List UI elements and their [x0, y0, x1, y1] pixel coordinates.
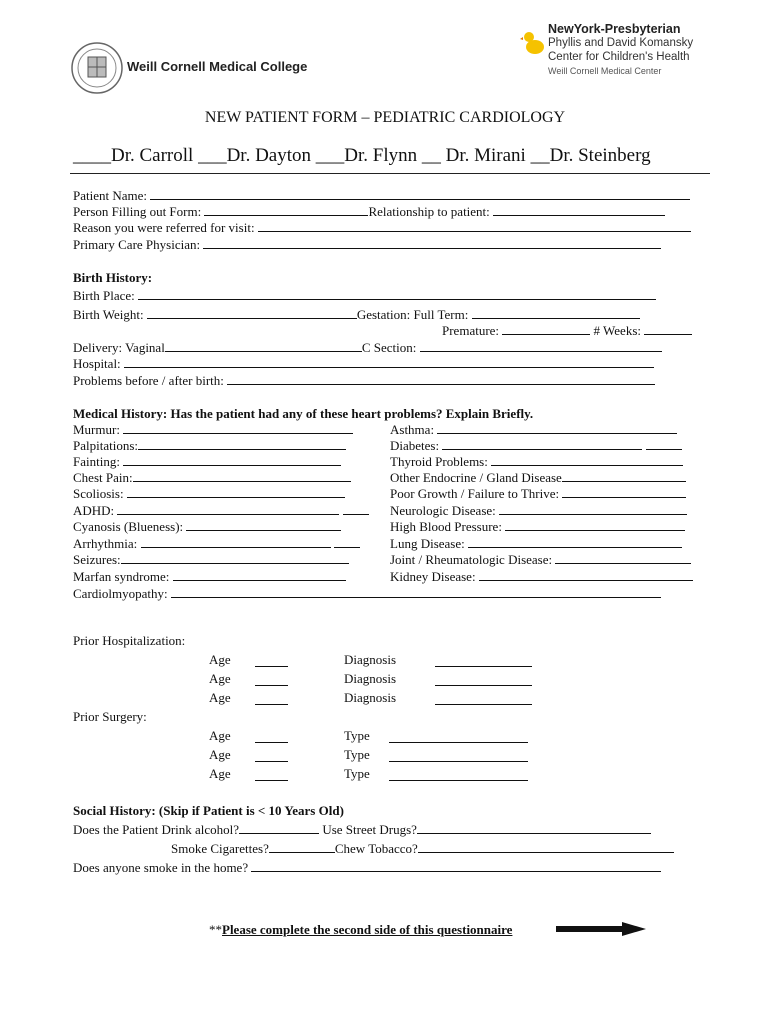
c-section-label: C Section:	[361, 340, 417, 355]
partner-line2: Phyllis and David Komansky	[548, 37, 694, 49]
pcp-label: Primary Care Physician:	[73, 237, 201, 252]
pcp-row	[73, 237, 661, 253]
surgery-type-field[interactable]	[389, 731, 528, 743]
doctor-blank[interactable]: ___	[315, 145, 345, 166]
kidney-row	[390, 569, 693, 585]
surgery-type-field[interactable]	[389, 750, 528, 762]
cigarettes-field[interactable]	[269, 841, 335, 853]
seizures-label: Seizures:	[73, 552, 121, 567]
hosp-diagnosis-label: Diagnosis	[344, 690, 396, 705]
neurologic-row	[390, 503, 687, 519]
hospital-label: Hospital:	[73, 356, 121, 371]
patient-name-label: Patient Name:	[73, 188, 148, 203]
fainting-row	[73, 454, 341, 470]
lung-field[interactable]	[468, 536, 682, 548]
cardiomyopathy-label: Cardiolmyopathy:	[73, 586, 168, 601]
street-drugs-field[interactable]	[417, 822, 651, 834]
birth-history-heading: Birth History:	[73, 270, 153, 285]
delivery-label: Delivery: Vaginal	[73, 340, 165, 355]
adhd-row	[73, 503, 369, 519]
asthma-label: Asthma:	[390, 422, 435, 437]
cyanosis-field[interactable]	[186, 519, 341, 531]
hosp-diagnosis-field[interactable]	[435, 655, 532, 667]
person-filling-row	[73, 204, 665, 220]
surgery-type-label: Type	[344, 747, 370, 762]
pcp-field[interactable]	[203, 237, 661, 249]
palpitations-row	[73, 438, 346, 454]
chest-pain-row	[73, 470, 351, 486]
prior-hospitalization-heading: Prior Hospitalization:	[73, 633, 186, 648]
diabetes-field-extra[interactable]	[646, 438, 682, 450]
palpitations-label: Palpitations:	[73, 438, 138, 453]
doctor-mirani: Dr. Mirani	[445, 145, 531, 166]
arrhythmia-field-extra[interactable]	[334, 536, 360, 548]
doctor-blank[interactable]: ___	[198, 145, 227, 166]
endocrine-field[interactable]	[562, 470, 686, 482]
marfan-field[interactable]	[173, 569, 346, 581]
surgery-age-label: Age	[209, 747, 231, 762]
blood-pressure-field[interactable]	[505, 519, 685, 531]
partner-logo-text	[548, 22, 693, 78]
hosp-age-label: Age	[209, 671, 231, 686]
problems-field[interactable]	[227, 373, 655, 385]
c-section-field[interactable]	[420, 340, 662, 352]
endocrine-row	[390, 470, 686, 486]
partner-line3: Center for Children's Health	[548, 51, 690, 63]
doctor-blank[interactable]: ____	[73, 145, 111, 166]
birth-place-field[interactable]	[138, 288, 656, 300]
poor-growth-field[interactable]	[562, 486, 686, 498]
murmur-field[interactable]	[123, 422, 353, 434]
cigarettes-label: Smoke Cigarettes?	[171, 841, 269, 856]
cyanosis-row	[73, 519, 341, 535]
surgery-type-label: Type	[344, 728, 370, 743]
adhd-label: ADHD:	[73, 503, 115, 518]
hospital-field[interactable]	[124, 356, 654, 368]
medical-history-heading: Medical History: Has the patient had any of these heart problems? Explain Briefly.	[73, 406, 534, 421]
premature-field[interactable]	[502, 323, 590, 335]
murmur-row	[73, 422, 353, 438]
joint-field[interactable]	[555, 552, 691, 564]
hosp-age-field[interactable]	[255, 674, 288, 686]
doctor-flynn: Dr. Flynn	[344, 145, 422, 166]
cardiomyopathy-row	[73, 586, 661, 602]
scoliosis-label: Scoliosis:	[73, 486, 124, 501]
diabetes-row	[390, 438, 682, 454]
patient-name-row	[73, 188, 690, 204]
poor-growth-row	[390, 486, 686, 502]
alcohol-label: Does the Patient Drink alcohol?	[73, 822, 240, 837]
arrhythmia-row	[73, 536, 360, 552]
palpitations-field[interactable]	[138, 438, 346, 450]
partner-line4: Weill Cornell Medical Center	[548, 66, 662, 76]
surgery-age-field[interactable]	[255, 750, 288, 762]
smoke-home-label: Does anyone smoke in the home?	[73, 860, 249, 875]
blood-pressure-label: High Blood Pressure:	[390, 519, 502, 534]
hospital-row	[73, 356, 654, 372]
seizures-row	[73, 552, 349, 568]
adhd-field[interactable]	[117, 503, 339, 515]
cyanosis-label: Cyanosis (Blueness):	[73, 519, 184, 534]
hosp-age-field[interactable]	[255, 693, 288, 705]
diabetes-field[interactable]	[442, 438, 642, 450]
smoke-home-row	[73, 860, 661, 876]
doctor-blank[interactable]: __	[530, 145, 550, 166]
hosp-age-label: Age	[209, 652, 231, 667]
hosp-age-field[interactable]	[255, 655, 288, 667]
person-filling-label: Person Filling out Form:	[73, 204, 202, 219]
header-divider	[70, 173, 710, 174]
blood-pressure-row	[390, 519, 685, 535]
tobacco-field[interactable]	[418, 841, 674, 853]
birth-weight-row	[73, 307, 640, 323]
lung-label: Lung Disease:	[390, 536, 465, 551]
doctor-dayton: Dr. Dayton	[226, 145, 316, 166]
scoliosis-field[interactable]	[127, 486, 345, 498]
fainting-field[interactable]	[123, 454, 341, 466]
full-term-field[interactable]	[472, 307, 640, 319]
alcohol-row	[73, 822, 651, 838]
surgery-age-field[interactable]	[255, 769, 288, 781]
chest-pain-field[interactable]	[133, 470, 351, 482]
reason-label: Reason you were referred for visit:	[73, 220, 255, 235]
surgery-age-label: Age	[209, 766, 231, 781]
weeks-field[interactable]	[644, 323, 692, 335]
birth-place-row	[73, 288, 656, 304]
problems-label: Problems before / after birth:	[73, 373, 224, 388]
neurologic-field[interactable]	[499, 503, 687, 515]
murmur-label: Murmur:	[73, 422, 120, 437]
social-history-heading: Social History: (Skip if Patient is < 10 Years Old)	[73, 803, 344, 818]
hosp-diagnosis-label: Diagnosis	[344, 652, 396, 667]
birth-place-label: Birth Place:	[73, 288, 135, 303]
patient-name-field[interactable]	[150, 188, 690, 200]
poor-growth-label: Poor Growth / Failure to Thrive:	[390, 486, 560, 501]
asthma-row	[390, 422, 677, 438]
marfan-label: Marfan syndrome:	[73, 569, 170, 584]
cigarettes-row	[171, 841, 674, 857]
person-filling-field[interactable]	[204, 204, 368, 216]
vaginal-field[interactable]	[165, 340, 362, 352]
surgery-type-label: Type	[344, 766, 370, 781]
cardiomyopathy-field[interactable]	[171, 586, 661, 598]
joint-row	[390, 552, 691, 568]
diabetes-label: Diabetes:	[390, 438, 440, 453]
thyroid-label: Thyroid Problems:	[390, 454, 488, 469]
doctor-blank[interactable]: __	[421, 145, 446, 166]
hosp-diagnosis-field[interactable]	[435, 674, 532, 686]
fainting-label: Fainting:	[73, 454, 120, 469]
relationship-field[interactable]	[493, 204, 665, 216]
form-title: NEW PATIENT FORM – PEDIATRIC CARDIOLOGY	[204, 109, 566, 126]
alcohol-field[interactable]	[239, 822, 319, 834]
college-seal-icon	[71, 42, 123, 94]
doctor-steinberg: Dr. Steinberg	[549, 145, 651, 166]
endocrine-label: Other Endocrine / Gland Disease	[390, 470, 562, 485]
hosp-age-label: Age	[209, 690, 231, 705]
kidney-field[interactable]	[479, 569, 693, 581]
arrhythmia-label: Arrhythmia:	[73, 536, 138, 551]
reason-field[interactable]	[258, 220, 691, 232]
surgery-age-field[interactable]	[255, 731, 288, 743]
partner-name: NewYork-Presbyterian	[548, 22, 681, 36]
footer-prefix: **	[209, 922, 222, 937]
neurologic-label: Neurologic Disease:	[390, 503, 496, 518]
weeks-label: # Weeks:	[593, 323, 642, 338]
asthma-field[interactable]	[437, 422, 677, 434]
tobacco-label: Chew Tobacco?	[334, 841, 418, 856]
scoliosis-row	[73, 486, 345, 502]
birth-weight-field[interactable]	[147, 307, 357, 319]
marfan-row	[73, 569, 346, 585]
delivery-row	[73, 340, 662, 356]
premature-row	[442, 323, 692, 339]
adhd-field-extra[interactable]	[343, 503, 369, 515]
chick-logo-icon	[520, 30, 546, 56]
seizures-field[interactable]	[121, 552, 349, 564]
thyroid-field[interactable]	[491, 454, 683, 466]
birth-weight-label: Birth Weight:	[73, 307, 144, 322]
street-drugs-label: Use Street Drugs?	[322, 822, 417, 837]
relationship-label: Relationship to patient:	[368, 204, 490, 219]
smoke-home-field[interactable]	[251, 860, 661, 872]
right-arrow-icon	[556, 921, 646, 937]
gestation-label: Gestation: Full Term:	[356, 307, 469, 322]
footer-text: Please complete the second side of this questionnaire	[222, 922, 513, 937]
joint-label: Joint / Rheumatologic Disease:	[390, 552, 553, 567]
institution-name: Weill Cornell Medical College	[127, 59, 308, 74]
footer-note	[209, 922, 512, 938]
prior-surgery-heading: Prior Surgery:	[73, 709, 147, 724]
kidney-label: Kidney Disease:	[390, 569, 476, 584]
lung-row	[390, 536, 682, 552]
problems-row	[73, 373, 655, 389]
chest-pain-label: Chest Pain:	[73, 470, 133, 485]
hosp-diagnosis-label: Diagnosis	[344, 671, 396, 686]
reason-row	[73, 220, 691, 236]
premature-label: Premature:	[442, 323, 500, 338]
thyroid-row	[390, 454, 683, 470]
hosp-diagnosis-field[interactable]	[435, 693, 532, 705]
doctor-selection	[73, 145, 651, 167]
surgery-age-label: Age	[209, 728, 231, 743]
arrhythmia-field[interactable]	[141, 536, 331, 548]
doctor-carroll: Dr. Carroll	[111, 145, 199, 166]
surgery-type-field[interactable]	[389, 769, 528, 781]
